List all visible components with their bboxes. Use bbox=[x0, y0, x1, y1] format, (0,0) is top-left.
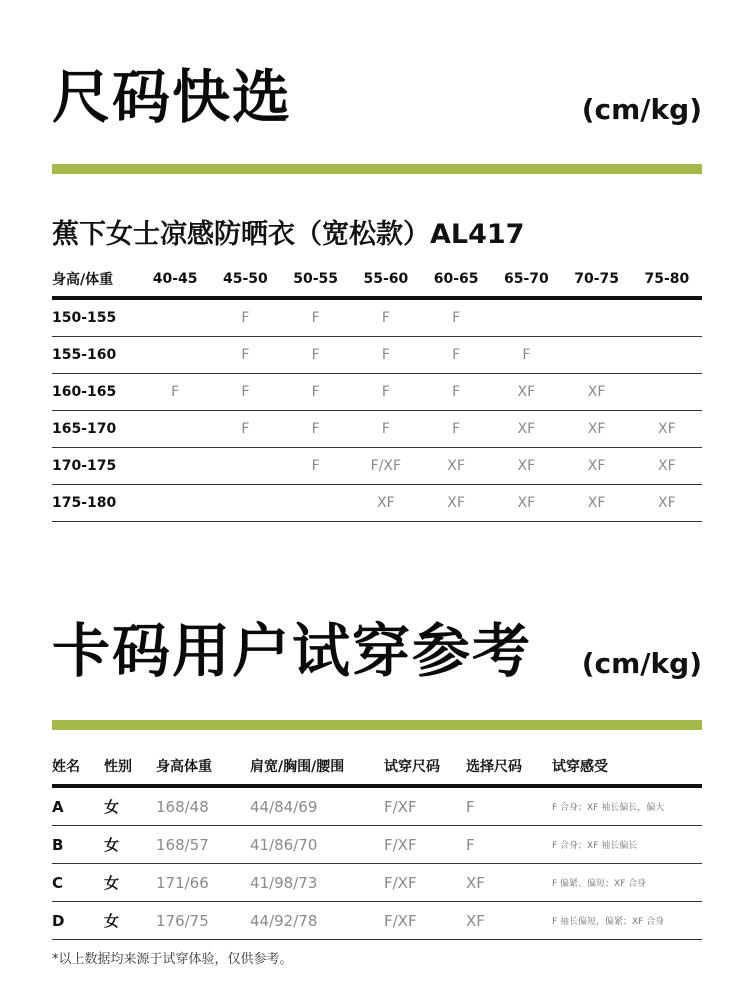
weight-column-header: 50-55 bbox=[281, 262, 351, 298]
height-cell: 175-180 bbox=[52, 485, 140, 522]
weight-column-header: 40-45 bbox=[140, 262, 210, 298]
gender-cell: 女 bbox=[104, 902, 156, 940]
size-cell: XF bbox=[632, 411, 702, 448]
size-cell: F bbox=[281, 374, 351, 411]
height-weight-cell: 168/48 bbox=[156, 786, 250, 826]
column-header-name: 姓名 bbox=[52, 748, 104, 786]
size-cell bbox=[140, 448, 210, 485]
size-cell bbox=[562, 337, 632, 374]
measurements-cell: 44/92/78 bbox=[250, 902, 384, 940]
trial-reference-title: 卡码用户试穿参考 bbox=[52, 617, 533, 685]
size-cell: XF bbox=[351, 485, 421, 522]
chosen-size-cell: XF bbox=[466, 864, 552, 902]
height-weight-cell: 176/75 bbox=[156, 902, 250, 940]
accent-divider bbox=[52, 720, 702, 730]
size-cell: F bbox=[210, 374, 280, 411]
size-cell: F bbox=[421, 374, 491, 411]
table-row bbox=[52, 374, 702, 411]
chosen-size-cell: XF bbox=[466, 902, 552, 940]
height-cell: 170-175 bbox=[52, 448, 140, 485]
trial-reference-table bbox=[52, 748, 702, 940]
size-chart-table bbox=[52, 262, 702, 522]
weight-column-header: 45-50 bbox=[210, 262, 280, 298]
table-row bbox=[52, 864, 702, 902]
user-name-cell: D bbox=[52, 902, 104, 940]
size-cell: F bbox=[281, 298, 351, 337]
size-cell bbox=[281, 485, 351, 522]
tried-size-cell: F/XF bbox=[384, 864, 466, 902]
size-cell: F bbox=[351, 411, 421, 448]
column-header-measurements: 肩宽/胸围/腰围 bbox=[250, 748, 384, 786]
trial-header-row bbox=[52, 748, 702, 786]
size-cell bbox=[562, 298, 632, 337]
size-cell: XF bbox=[491, 485, 561, 522]
size-cell: F bbox=[351, 337, 421, 374]
size-cell: XF bbox=[632, 485, 702, 522]
table-row bbox=[52, 411, 702, 448]
height-cell: 150-155 bbox=[52, 298, 140, 337]
tried-size-cell: F/XF bbox=[384, 826, 466, 864]
size-cell bbox=[632, 337, 702, 374]
chosen-size-cell: F bbox=[466, 786, 552, 826]
size-cell: XF bbox=[421, 485, 491, 522]
feel-cell: F 合身；XF 袖长偏长 bbox=[552, 826, 702, 864]
size-unit-label: (cm/kg) bbox=[581, 93, 702, 126]
size-cell: F bbox=[281, 411, 351, 448]
size-cell: XF bbox=[562, 374, 632, 411]
size-cell: F bbox=[421, 411, 491, 448]
size-cell bbox=[491, 298, 561, 337]
column-header-feel: 试穿感受 bbox=[552, 748, 702, 786]
table-row bbox=[52, 786, 702, 826]
disclaimer-note: *以上数据均来源于试穿体验，仅供参考。 bbox=[52, 952, 293, 967]
size-cell: F bbox=[421, 298, 491, 337]
size-cell bbox=[210, 448, 280, 485]
chosen-size-cell: F bbox=[466, 826, 552, 864]
gender-cell: 女 bbox=[104, 864, 156, 902]
column-header-gender: 性别 bbox=[104, 748, 156, 786]
size-cell: XF bbox=[562, 485, 632, 522]
size-cell bbox=[140, 411, 210, 448]
size-cell: F bbox=[281, 448, 351, 485]
size-cell: F bbox=[351, 298, 421, 337]
size-cell: XF bbox=[491, 411, 561, 448]
table-row bbox=[52, 298, 702, 337]
size-cell: F bbox=[421, 337, 491, 374]
size-cell: F bbox=[281, 337, 351, 374]
trial-unit-label: (cm/kg) bbox=[581, 647, 702, 680]
size-cell bbox=[140, 337, 210, 374]
table-row bbox=[52, 448, 702, 485]
table-row bbox=[52, 485, 702, 522]
table-row bbox=[52, 826, 702, 864]
size-cell bbox=[140, 485, 210, 522]
size-cell bbox=[632, 374, 702, 411]
gender-cell: 女 bbox=[104, 826, 156, 864]
size-cell: F bbox=[210, 298, 280, 337]
size-cell: F bbox=[210, 411, 280, 448]
weight-column-header: 65-70 bbox=[491, 262, 561, 298]
feel-cell: F 偏紧、偏短；XF 合身 bbox=[552, 864, 702, 902]
weight-column-header: 75-80 bbox=[632, 262, 702, 298]
tried-size-cell: F/XF bbox=[384, 786, 466, 826]
height-weight-cell: 168/57 bbox=[156, 826, 250, 864]
size-chart-header-row bbox=[52, 262, 702, 298]
size-cell: F bbox=[491, 337, 561, 374]
size-cell: XF bbox=[562, 448, 632, 485]
column-header-chosen-size: 选择尺码 bbox=[466, 748, 552, 786]
column-header-height-weight: 身高体重 bbox=[156, 748, 250, 786]
column-header-tried-size: 试穿尺码 bbox=[384, 748, 466, 786]
height-weight-cell: 171/66 bbox=[156, 864, 250, 902]
size-quick-select-title: 尺码快选 bbox=[52, 63, 293, 131]
height-cell: 160-165 bbox=[52, 374, 140, 411]
accent-divider bbox=[52, 164, 702, 174]
size-cell: XF bbox=[491, 374, 561, 411]
user-name-cell: C bbox=[52, 864, 104, 902]
feel-cell: F 合身；XF 袖长偏长，偏大 bbox=[552, 786, 702, 826]
size-cell: XF bbox=[421, 448, 491, 485]
corner-header: 身高/体重 bbox=[52, 262, 140, 298]
measurements-cell: 41/86/70 bbox=[250, 826, 384, 864]
weight-column-header: 55-60 bbox=[351, 262, 421, 298]
size-cell: F bbox=[140, 374, 210, 411]
weight-column-header: 70-75 bbox=[562, 262, 632, 298]
size-cell: F bbox=[351, 374, 421, 411]
size-cell: XF bbox=[632, 448, 702, 485]
weight-column-header: 60-65 bbox=[421, 262, 491, 298]
height-cell: 155-160 bbox=[52, 337, 140, 374]
size-cell bbox=[140, 298, 210, 337]
measurements-cell: 44/84/69 bbox=[250, 786, 384, 826]
product-name: 蕉下女士凉感防晒衣（宽松款）AL417 bbox=[52, 219, 525, 250]
user-name-cell: A bbox=[52, 786, 104, 826]
gender-cell: 女 bbox=[104, 786, 156, 826]
measurements-cell: 41/98/73 bbox=[250, 864, 384, 902]
size-cell: XF bbox=[562, 411, 632, 448]
table-row bbox=[52, 902, 702, 940]
feel-cell: F 袖长偏短，偏紧；XF 合身 bbox=[552, 902, 702, 940]
size-cell bbox=[210, 485, 280, 522]
size-cell bbox=[632, 298, 702, 337]
height-cell: 165-170 bbox=[52, 411, 140, 448]
tried-size-cell: F/XF bbox=[384, 902, 466, 940]
size-cell: XF bbox=[491, 448, 561, 485]
user-name-cell: B bbox=[52, 826, 104, 864]
size-cell: F bbox=[210, 337, 280, 374]
table-row bbox=[52, 337, 702, 374]
size-cell: F/XF bbox=[351, 448, 421, 485]
